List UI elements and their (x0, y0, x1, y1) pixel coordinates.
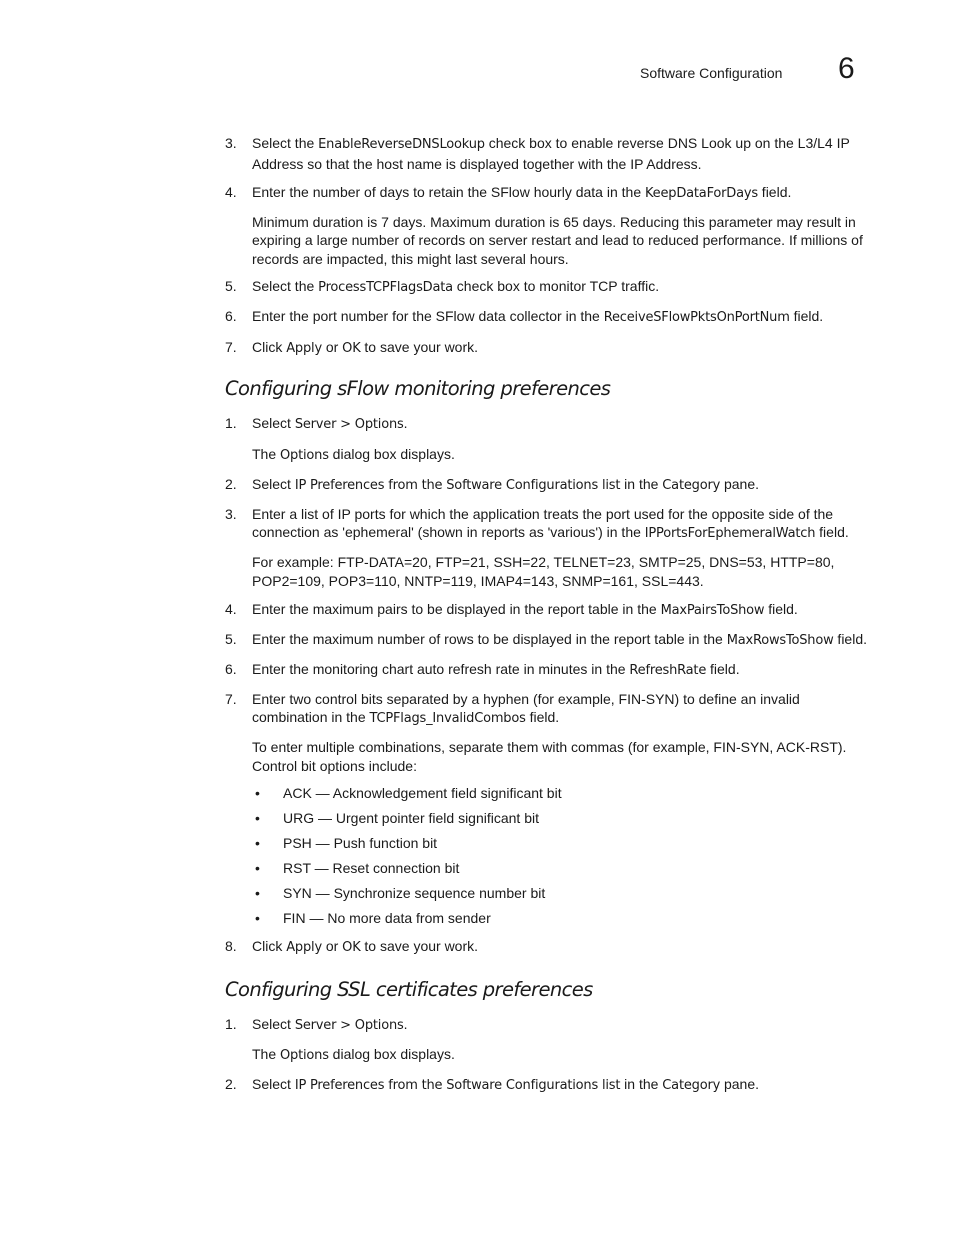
list-item: 4. Enter the number of days to retain the SFlow hourly data in the KeepDataForDays field. (225, 184, 792, 201)
section-heading: Configuring sFlow monitoring preferences (225, 377, 611, 400)
ui-term: MaxPairsToShow (660, 602, 765, 618)
page-content (225, 134, 875, 1096)
list-item: 3. Enter a list of IP ports for which the application treats the port used for the opposite side of the connection as 'ephemeral' (shown in reports as 'various') in the IPPortsForEphemeralWatch field. (225, 505, 849, 541)
ui-term: Options (280, 1048, 329, 1063)
list-item: 6. Enter the monitoring chart auto refresh rate in minutes in the RefreshRate field. (225, 660, 740, 678)
ui-term: Category (662, 1078, 721, 1093)
ui-term: Apply (286, 940, 322, 955)
list-item: 5. Select the ProcessTCPFlagsData check box to monitor TCP traffic. (225, 278, 660, 295)
ui-term: Server > Options (294, 417, 404, 432)
ui-term: EnableReverseDNSLookup (318, 137, 485, 152)
header-title: Software Configuration (640, 65, 783, 81)
note-paragraph: To enter multiple combinations, separate them with commas (for example, FIN-SYN, ACK-RST). Control bit options include: (252, 739, 847, 774)
list-item: 4. Enter the maximum pairs to be displayed in the report table in the MaxPairsToShow field. (225, 600, 798, 618)
bullet-item: • FIN — No more data from sender (255, 910, 491, 926)
chapter-number: 6 (838, 52, 855, 85)
list-item: 2. Select IP Preferences from the Software Configurations list in the Category pane. (225, 475, 760, 493)
list-item: 1. Select Server > Options. (225, 415, 408, 432)
list-item: 6. Enter the port number for the SFlow data collector in the ReceiveSFlowPktsOnPortNum field. (225, 308, 824, 325)
ui-term: IP Preferences from the Software Configurations list (294, 477, 621, 493)
bullet-item: • ACK — Acknowledgement field significant bit (255, 785, 562, 801)
bullet-item: • URG — Urgent pointer field significant bit (255, 810, 539, 826)
ui-term: MaxRowsToShow (726, 632, 834, 648)
bullet-item: • RST — Reset connection bit (255, 860, 460, 876)
ui-term: ReceiveSFlowPktsOnPortNum (603, 310, 790, 325)
ui-term: OK (342, 340, 361, 356)
list-item: 7. Click Apply or OK to save your work. (225, 338, 479, 356)
note-paragraph: For example: FTP-DATA=20, FTP=21, SSH=22, TELNET=23, SMTP=25, DNS=53, HTTP=80, POP2=109, POP3=110, NNTP=119, IMAP4=143, SNMP=161, SSL=443. (252, 554, 835, 589)
list-item: 8. Click Apply or OK to save your work. (225, 938, 479, 955)
ui-term: IPPortsForEphemeralWatch (644, 526, 816, 541)
ui-term: ProcessTCPFlagsData (318, 280, 453, 295)
ui-term: TCPFlags_InvalidCombos (369, 711, 526, 726)
list-item: 2. Select IP Preferences from the Software Configurations list in the Category pane. (225, 1076, 760, 1093)
ui-term: Options (280, 447, 329, 463)
note-paragraph: The Options dialog box displays. (252, 445, 455, 463)
bullet-list (225, 784, 875, 928)
bullet-item: • PSH — Push function bit (255, 835, 438, 851)
ui-term: RefreshRate (629, 662, 707, 678)
ui-term: Apply (286, 340, 322, 356)
ui-term: OK (342, 940, 361, 955)
note-paragraph: The Options dialog box displays. (252, 1046, 455, 1063)
list-item: 1. Select Server > Options. (225, 1015, 408, 1033)
list-item: 7. Enter two control bits separated by a hyphen (for example, FIN-SYN) to define an invalid combination in the TCPFlags_InvalidCombos field. (225, 690, 800, 726)
list-item: 3. Select the EnableReverseDNSLookup check box to enable reverse DNS Look up on the L3/L4 IP Address so that the host name is displayed together with the IP Address. (225, 135, 850, 172)
bullet-item: • SYN — Synchronize sequence number bit (255, 885, 546, 901)
ui-term: Server > Options (294, 1017, 404, 1033)
ui-term: IP Preferences from the Software Configurations list (294, 1078, 621, 1093)
list-item: 5. Enter the maximum number of rows to be displayed in the report table in the MaxRowsToShow field. (225, 630, 868, 648)
ui-term: Category (662, 477, 721, 493)
ui-term: KeepDataForDays (645, 186, 758, 201)
section-heading: Configuring SSL certificates preferences (225, 977, 593, 1001)
note-paragraph: Minimum duration is 7 days. Maximum duration is 65 days. Reducing this parameter may result in expiring a large number of records on server restart and lead to reduced performance. If millions of records are impacted, this might last several hours. (252, 213, 863, 267)
